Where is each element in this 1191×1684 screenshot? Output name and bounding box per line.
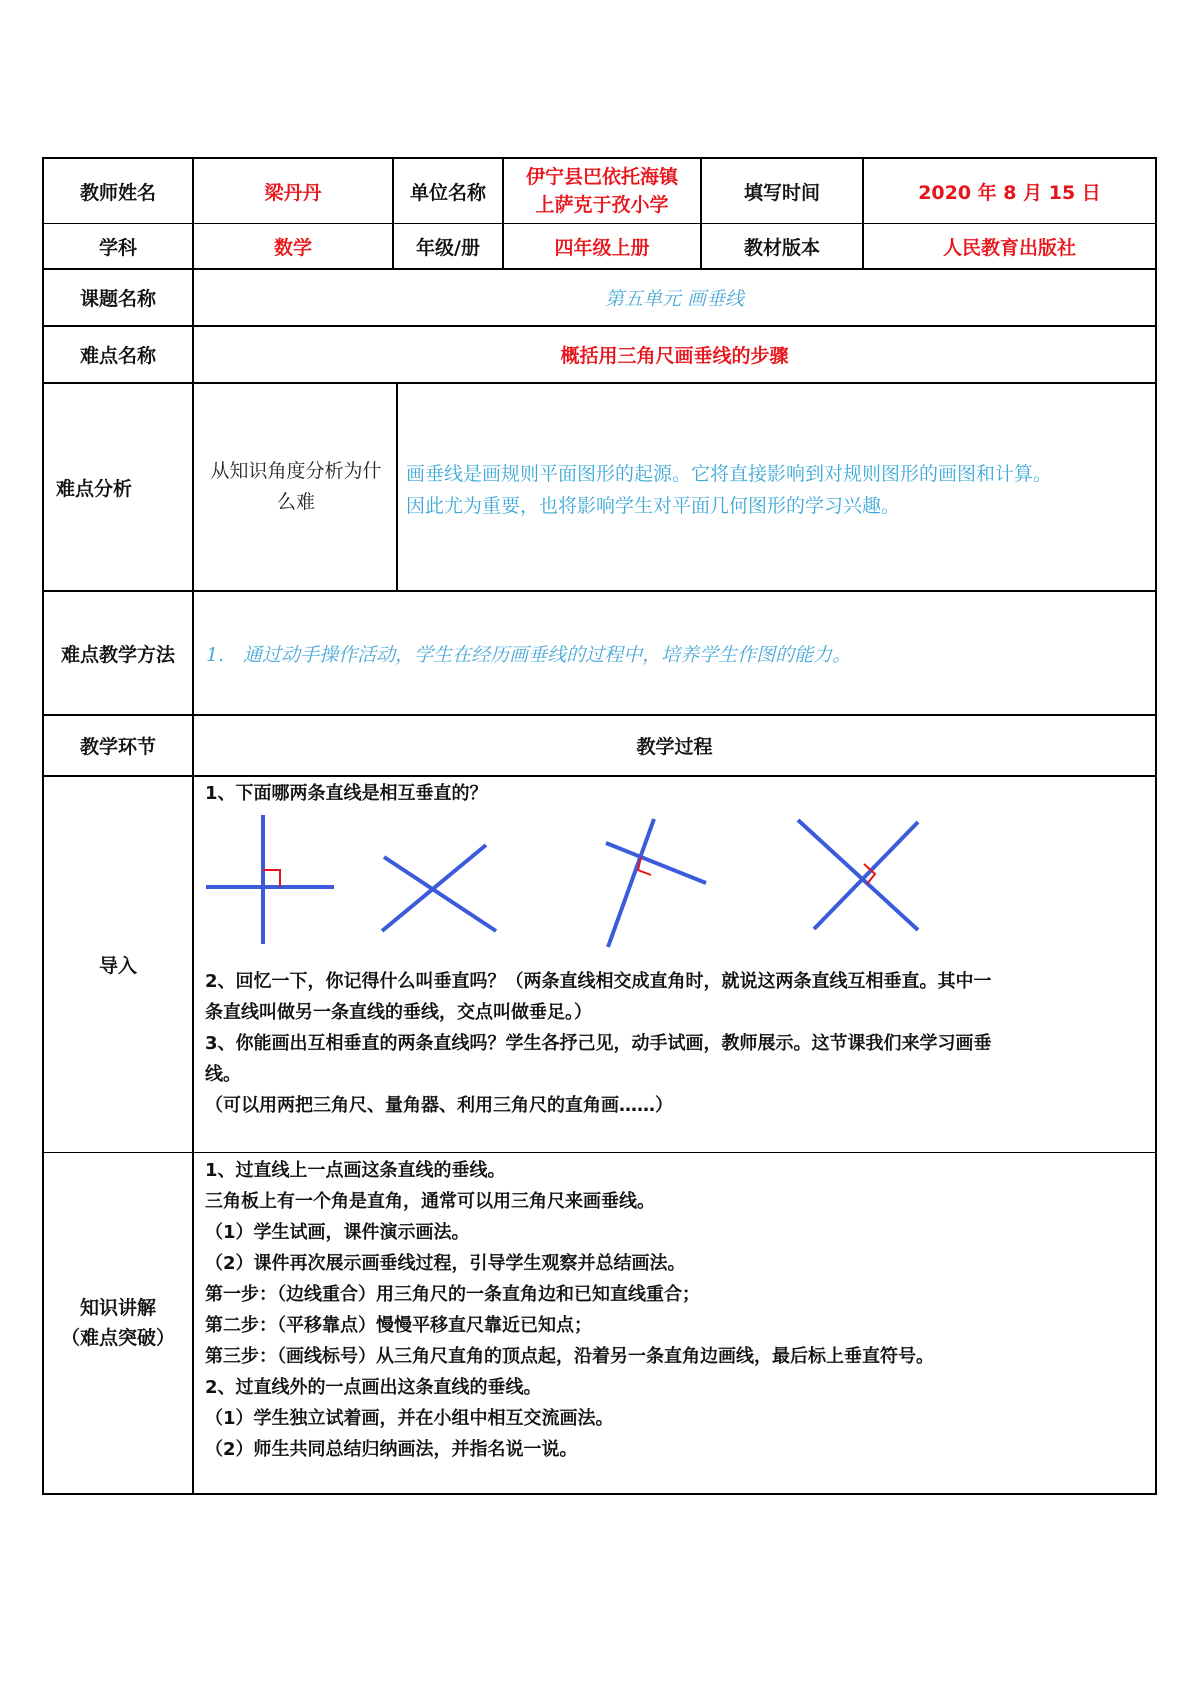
teacher-name-value: 梁丹丹 (264, 181, 322, 204)
date-label: 填写时间 (743, 181, 820, 204)
knowledge-line: （1）学生试画，课件演示画法。 (205, 1222, 470, 1243)
method-label: 难点教学方法 (60, 643, 175, 666)
analysis-sub-label: 从知识角度分析为什么难 (210, 460, 382, 513)
subject-value: 数学 (273, 236, 312, 259)
difficulty-value: 概括用三角尺画垂线的步骤 (560, 345, 789, 367)
knowledge-line: 第一步：（边线重合）用三角尺的一条直角边和已知直线重合； (205, 1284, 700, 1305)
knowledge-label-line1: 知识讲解 (79, 1297, 156, 1319)
unit-name-value (504, 159, 700, 223)
process-label: 教学环节 (79, 736, 156, 758)
subject-label: 学科 (98, 236, 137, 259)
knowledge-label (44, 1153, 192, 1493)
unit-name-line2: 上萨克于孜小学 (535, 194, 669, 216)
analysis-text-line1: 画垂线是画规则平面图形的起源。它将直接影响到对规则图形的画图和计算。 (406, 463, 1053, 485)
analysis-text-line2: 因此尤为重要，也将影响学生对平面几何图形的学习兴趣。 (406, 495, 901, 517)
figure-4-cross (798, 820, 918, 930)
knowledge-line: 第三步：（画线标号）从三角尺直角的顶点起，沿着另一条直角边画线，最后标上垂直符号。 (205, 1346, 934, 1367)
intro-q2-line1: 2、回忆一下，你记得什么叫垂直吗？（两条直线相交成直角时，就说这两条直线互相垂直。其中一 (205, 971, 992, 992)
grade-label: 年级/册 (416, 236, 480, 259)
knowledge-content (205, 1155, 1150, 1465)
intro-q2-line2: 条直线叫做另一条直线的垂线，交点叫做垂足。） (205, 1002, 592, 1023)
knowledge-line: 2、过直线外的一点画出这条直线的垂线。 (205, 1377, 542, 1398)
perpendicular-lines-figures (194, 805, 954, 955)
difficulty-label: 难点名称 (79, 345, 156, 367)
intro-q3-line1: 3、你能画出互相垂直的两条直线吗？学生各抒己见，动手试画，教师展示。这节课我们来学习画垂 (205, 1033, 992, 1054)
topic-value: 第五单元 画垂线 (604, 288, 745, 310)
grade-value: 四年级上册 (554, 236, 650, 259)
knowledge-label-line2: （难点突破） (60, 1327, 175, 1349)
analysis-text (406, 458, 1146, 522)
process-value: 教学过程 (636, 736, 713, 758)
intro-label: 导入 (98, 955, 137, 977)
knowledge-line: 三角板上有一个角是直角，通常可以用三角尺来画垂线。 (205, 1191, 655, 1212)
knowledge-line: 1、过直线上一点画这条直线的垂线。 (205, 1160, 506, 1181)
intro-q1-text: 1、下面哪两条直线是相互垂直的？ (205, 783, 488, 804)
knowledge-line: （1）学生独立试着画，并在小组中相互交流画法。 (205, 1408, 614, 1429)
knowledge-line: （2）师生共同总结归纳画法，并指名说一说。 (205, 1439, 578, 1460)
knowledge-line: （2）课件再次展示画垂线过程，引导学生观察并总结画法。 (205, 1253, 686, 1274)
intro-q3-line2: 线。 (205, 1064, 241, 1085)
unit-name-label: 单位名称 (409, 181, 486, 204)
date-value: 2020 年 8 月 15 日 (918, 181, 1101, 204)
edition-value: 人民教育出版社 (942, 236, 1076, 259)
right-angle-mark-icon (263, 870, 280, 887)
teacher-name-label: 教师姓名 (79, 181, 156, 204)
intro-q3-line3: （可以用两把三角尺、量角器、利用三角尺的直角画……） (205, 1095, 673, 1116)
edition-label: 教材版本 (743, 236, 820, 259)
figure-3-tilted (606, 819, 706, 947)
analysis-label: 难点分析 (56, 477, 133, 500)
topic-label: 课题名称 (79, 288, 156, 310)
unit-name-line1: 伊宁县巴依托海镇 (525, 166, 678, 188)
figure-1-perpendicular (206, 815, 334, 944)
method-text: 1. 通过动手操作活动，学生在经历画垂线的过程中，培养学生作图的能力。 (206, 643, 852, 666)
figure-2-oblique (382, 845, 496, 931)
knowledge-line: 第二步：（平移靠点）慢慢平移直尺靠近已知点； (205, 1315, 592, 1336)
intro-questions (205, 966, 1155, 1121)
